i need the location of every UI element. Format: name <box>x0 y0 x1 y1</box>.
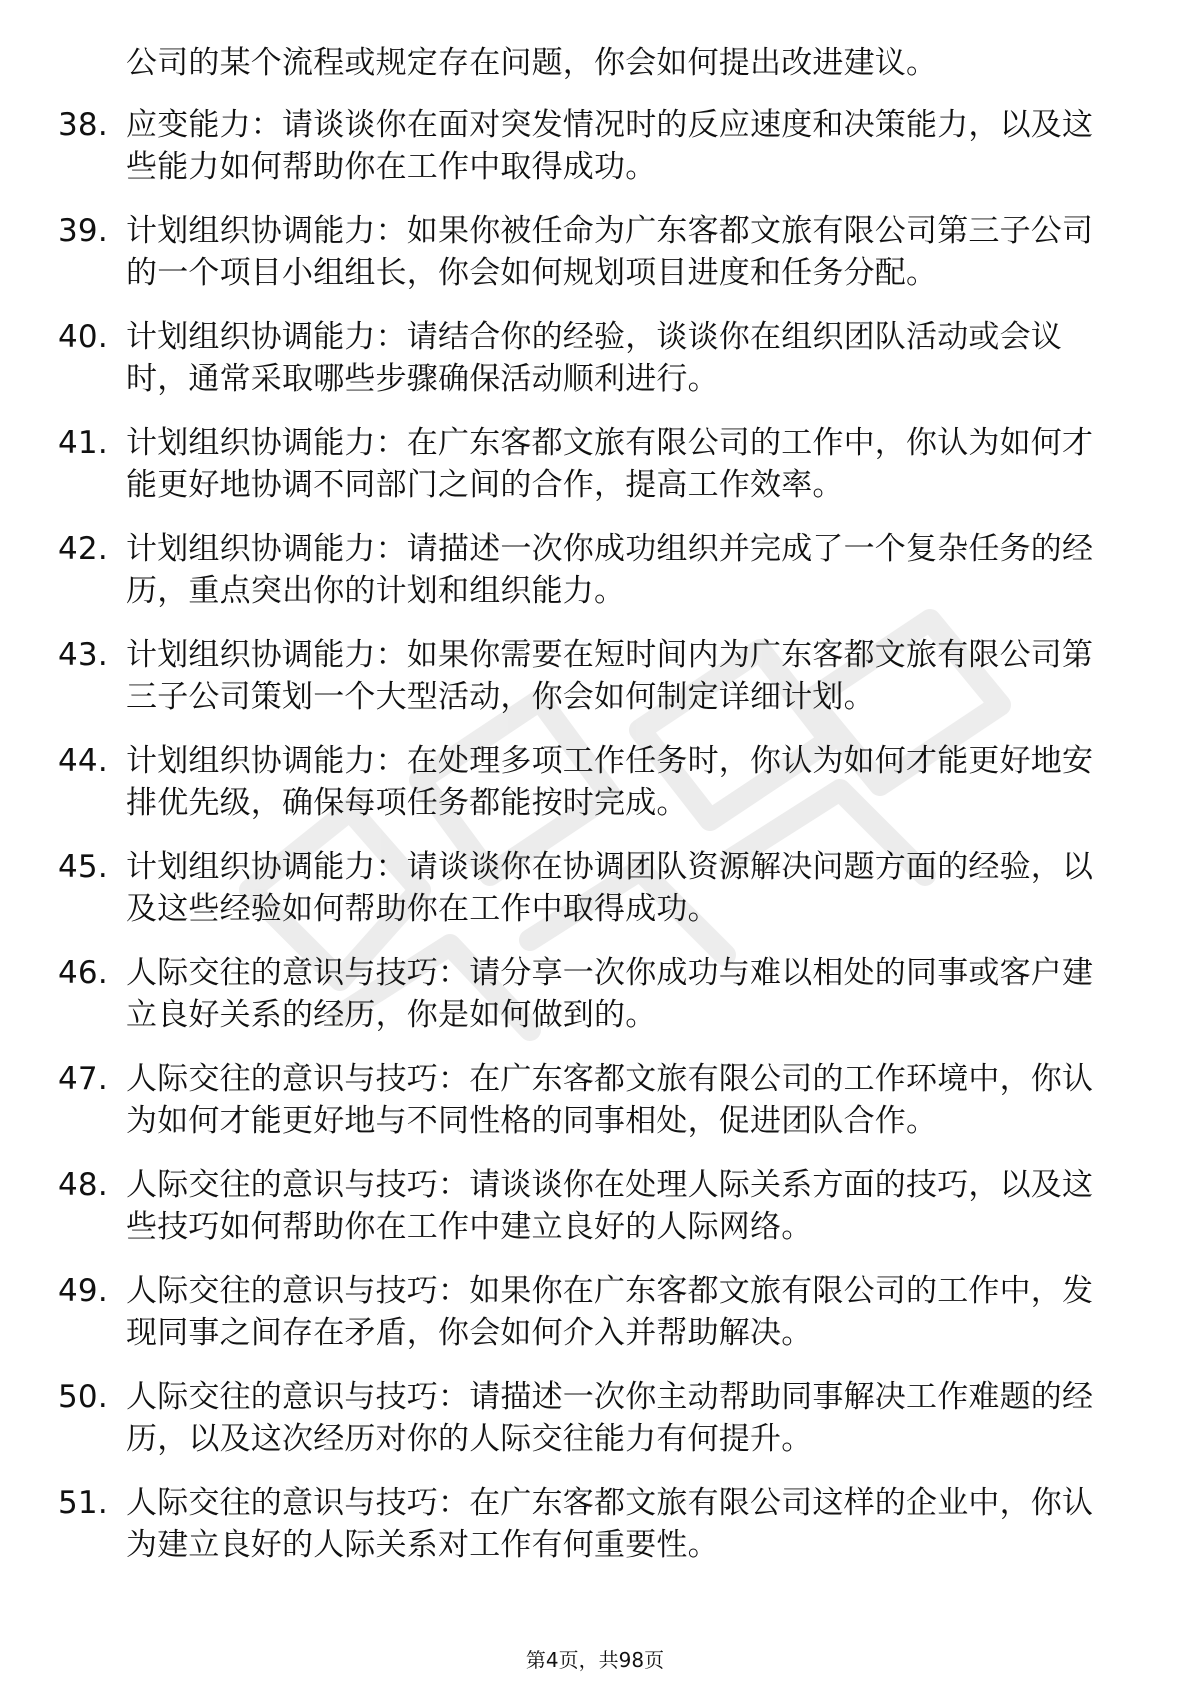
list-item <box>58 1376 1118 1460</box>
item-number: 50. <box>58 1379 108 1415</box>
list-item <box>58 1058 1118 1142</box>
item-text: 人际交往的意识与技巧：在广东客都文旅有限公司的工作环境中，你认为如何才能更好地与不同性格的同事相处，促进团队合作。 <box>126 1061 1094 1139</box>
document-content <box>58 42 1118 1588</box>
list-item <box>58 210 1118 294</box>
item-text: 计划组织协调能力：请描述一次你成功组织并完成了一个复杂任务的经历，重点突出你的计划和组织能力。 <box>126 531 1094 609</box>
list-item <box>58 1164 1118 1248</box>
list-item <box>58 316 1118 400</box>
item-number: 49. <box>58 1273 108 1309</box>
item-text: 人际交往的意识与技巧：请谈谈你在处理人际关系方面的技巧，以及这些技巧如何帮助你在工作中建立良好的人际网络。 <box>126 1167 1094 1245</box>
list-item <box>58 846 1118 930</box>
continuation-line: 公司的某个流程或规定存在问题，你会如何提出改进建议。 <box>126 45 938 81</box>
item-number: 47. <box>58 1061 108 1097</box>
item-text: 计划组织协调能力：如果你被任命为广东客都文旅有限公司第三子公司的一个项目小组组长，你会如何规划项目进度和任务分配。 <box>126 213 1094 291</box>
item-text: 应变能力：请谈谈你在面对突发情况时的反应速度和决策能力，以及这些能力如何帮助你在工作中取得成功。 <box>126 107 1094 185</box>
item-number: 39. <box>58 213 108 249</box>
item-text: 计划组织协调能力：在处理多项工作任务时，你认为如何才能更好地安排优先级，确保每项任务都能按时完成。 <box>126 743 1094 821</box>
item-number: 42. <box>58 531 108 567</box>
item-number: 41. <box>58 425 108 461</box>
item-text: 人际交往的意识与技巧：请分享一次你成功与难以相处的同事或客户建立良好关系的经历，你是如何做到的。 <box>126 955 1094 1033</box>
list-item <box>58 952 1118 1036</box>
item-number: 46. <box>58 955 108 991</box>
item-text: 人际交往的意识与技巧：在广东客都文旅有限公司这样的企业中，你认为建立良好的人际关系对工作有何重要性。 <box>126 1485 1094 1563</box>
list-item <box>58 740 1118 824</box>
item-number: 38. <box>58 107 108 143</box>
item-text: 计划组织协调能力：如果你需要在短时间内为广东客都文旅有限公司第三子公司策划一个大型活动，你会如何制定详细计划。 <box>126 637 1094 715</box>
page-number: 第4页，共98页 <box>525 1648 665 1672</box>
item-text: 人际交往的意识与技巧：请描述一次你主动帮助同事解决工作难题的经历，以及这次经历对你的人际交往能力有何提升。 <box>126 1379 1094 1457</box>
list-item <box>58 634 1118 718</box>
item-number: 44. <box>58 743 108 779</box>
item-text: 计划组织协调能力：请结合你的经验，谈谈你在组织团队活动或会议时，通常采取哪些步骤确保活动顺利进行。 <box>126 319 1062 397</box>
item-text: 计划组织协调能力：请谈谈你在协调团队资源解决问题方面的经验，以及这些经验如何帮助你在工作中取得成功。 <box>126 849 1094 927</box>
item-text: 计划组织协调能力：在广东客都文旅有限公司的工作中，你认为如何才能更好地协调不同部门之间的合作，提高工作效率。 <box>126 425 1094 503</box>
item-number: 51. <box>58 1485 108 1521</box>
list-item <box>58 528 1118 612</box>
list-item <box>58 104 1118 188</box>
list-item <box>58 422 1118 506</box>
item-number: 40. <box>58 319 108 355</box>
item-number: 43. <box>58 637 108 673</box>
item-number: 45. <box>58 849 108 885</box>
item-number: 48. <box>58 1167 108 1203</box>
item-text: 人际交往的意识与技巧：如果你在广东客都文旅有限公司的工作中，发现同事之间存在矛盾，你会如何介入并帮助解决。 <box>126 1273 1094 1351</box>
list-item <box>58 1270 1118 1354</box>
list-item <box>58 1482 1118 1566</box>
